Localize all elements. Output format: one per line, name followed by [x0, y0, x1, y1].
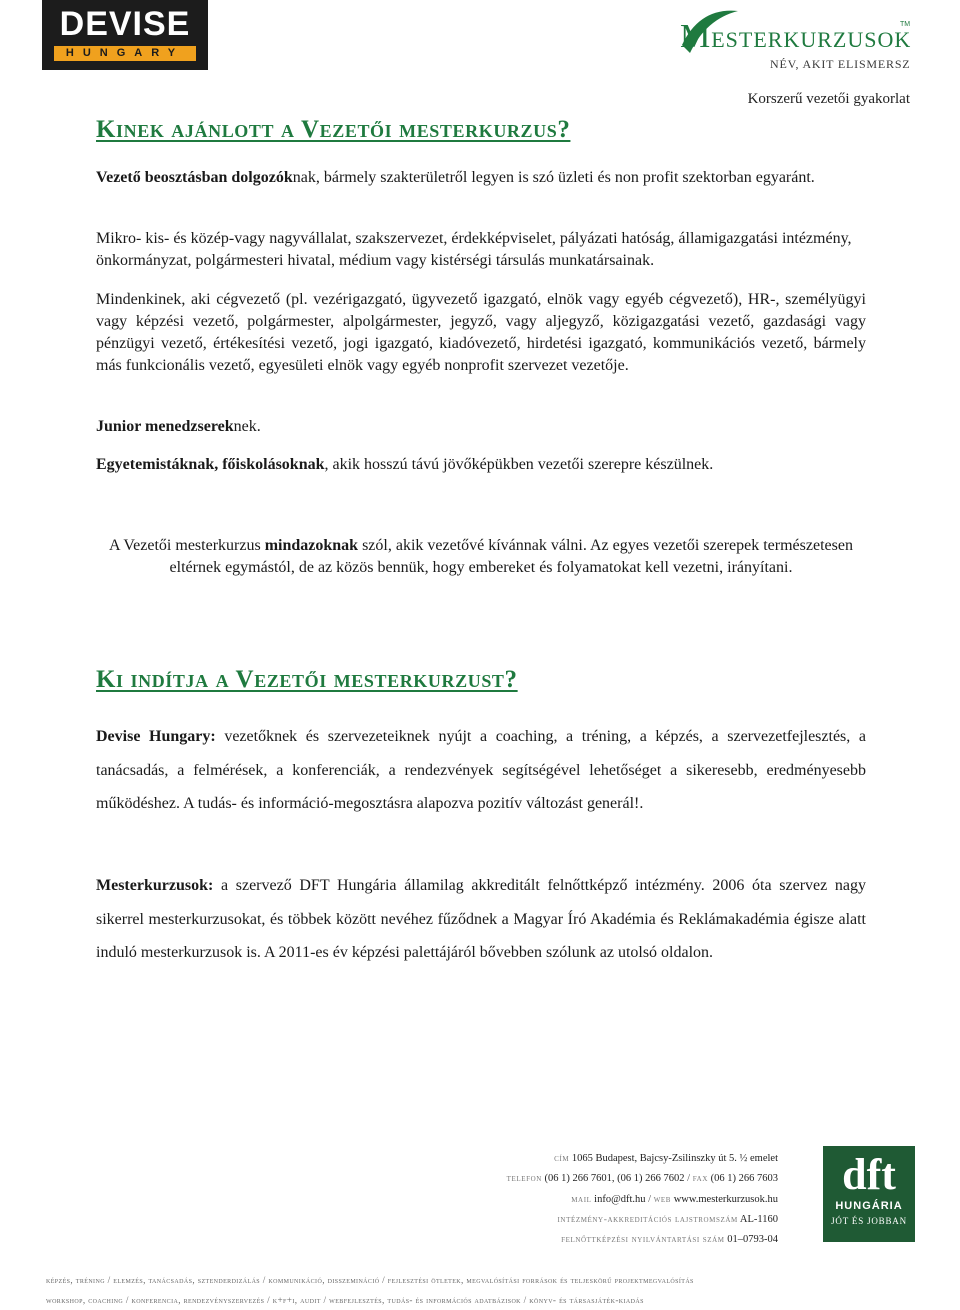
dft-hungaria-logo — [823, 1146, 915, 1242]
section2-paragraph-mesterkurzusok: Mesterkurzusok: a szervező DFT Hungária államilag akkreditált felnőttképző intézmény. 2006 óta szervez nagy sikerrel mesterkurzusokat, és többek között nevéhez fűződnek a Magyar Író Akadémia és Reklámakadémia égisze alatt induló mesterkurzusok is. A 2011-es év képzési palettájáról bővebben szólunk az utolsó oldalon. — [96, 877, 866, 961]
contact-registration: felnőttképzési nyilvántartási szám 01–0793-04 — [561, 1234, 778, 1246]
trademark-mark: TM — [900, 21, 911, 28]
section1-paragraph-3: Mindenkinek, aki cégvezető (pl. vezérigazgató, ügyvezető igazgató, elnök vagy egyéb cégvezető), HR-, személyügyi vagy képzési vezető, polgármester, alpolgármester, jegyző, vagy aljegyző, közigazgatási vezető, gazdasági vagy pénzügyi vezető, értékesítési vezető, jogi igazgató, kiadóvezető, hirdetési igazgató, kommunikációs vezető, bármely más funkcionális vezető, egyesületi elnök vagy egyéb nonprofit szervezet vezetője. — [96, 291, 866, 374]
section1-paragraph-2: Mikro- kis- és közép-vagy nagyvállalat, szakszervezet, érdekképviselet, pályázati hatóság, államigazgatási intézmény, önkormányzat, polgármesteri hivatal, médium vagy kistérségi társulás munkatársainak. — [96, 230, 852, 269]
contact-address: cím 1065 Budapest, Bajcsy-Zsilinszky út 5. ½ emelet — [554, 1153, 778, 1164]
contact-phone-fax: telefon (06 1) 266 7601, (06 1) 266 7602 / fax (06 1) 266 7603 — [506, 1173, 778, 1185]
header-tagline: Korszerű vezetői gyakorlat — [747, 91, 910, 106]
section1-paragraph-1: Vezető beosztásban dolgozóknak, bármely szakterületről legyen is szó üzleti és non profit szektorban egyaránt. — [96, 169, 815, 186]
mesterkurzusok-tagline: NÉV, AKIT ELISMERSZ — [770, 57, 911, 71]
devise-logo-sub: HUNGARY — [54, 46, 196, 61]
devise-hungary-logo — [42, 0, 208, 70]
footer-contact — [507, 1149, 778, 1250]
section1-centered-statement: A Vezetői mesterkurzus mindazoknak szól, akik vezetővé kívánnak válni. Az egyes vezetői szerepek természetesen eltérnek egymástól, de az közös bennük, hogy embereket és folyamatokat kell vezetni, irányítani. — [109, 537, 853, 576]
section1-paragraph-4: Junior menedzsereknek. — [96, 418, 261, 435]
dft-logo-motto: JÓT ÉS JOBBAN — [831, 1216, 907, 1226]
web-link[interactable]: www.mesterkurzusok.hu — [673, 1193, 778, 1205]
mesterkurzusok-wordmark: MESTERKURZUSOK — [680, 18, 912, 55]
devise-logo-word: DEVISE — [59, 5, 191, 43]
contact-accreditation: intézmény-akkreditációs lajstromszám AL-1160 — [557, 1213, 778, 1225]
dft-logo-main: dft — [842, 1150, 896, 1199]
services-line-1: képzés, tréning / elemzés, tanácsadás, sztenderdizálás / kommunikáció, disszemináció / fejlesztési ötletek, megvalósítási források és teljeskörű projektmegvalósítás — [46, 1275, 694, 1285]
section1-heading: Kinek ajánlott a Vezetői mesterkurzus? — [96, 116, 571, 143]
contact-mail-web: mail info@dft.hu / web www.mesterkurzusok.hu — [571, 1193, 778, 1205]
mail-link[interactable]: info@dft.hu — [594, 1193, 646, 1205]
section2-heading: Ki indítja a Vezetői mesterkurzust? — [96, 666, 518, 693]
dft-logo-sub: HUNGÁRIA — [835, 1200, 903, 1212]
section1-paragraph-5: Egyetemistáknak, főiskolásoknak, akik hosszú távú jövőképükben vezetői szerepre készülnek. — [96, 456, 714, 473]
section2-paragraph-devise: Devise Hungary: vezetőknek és szervezeteiknek nyújt a coaching, a tréning, a képzés, a szervezetfejlesztés, a tanácsadás, a felmérések, a konferenciák, a rendezvények segítségével lehetőséget a sikeresebb, eredményesebb működéshez. A tudás- és információ-megosztásra alapozva pozitív változást generál!. — [96, 728, 866, 812]
mesterkurzusok-logo — [680, 5, 916, 75]
services-line-2: workshop, coaching / konferencia, rendezvényszervezés / k+f+i, audit / webfejlesztés, tudás- és információs adatbázisok / könyv- és társasjáték-kiadás — [46, 1295, 644, 1305]
